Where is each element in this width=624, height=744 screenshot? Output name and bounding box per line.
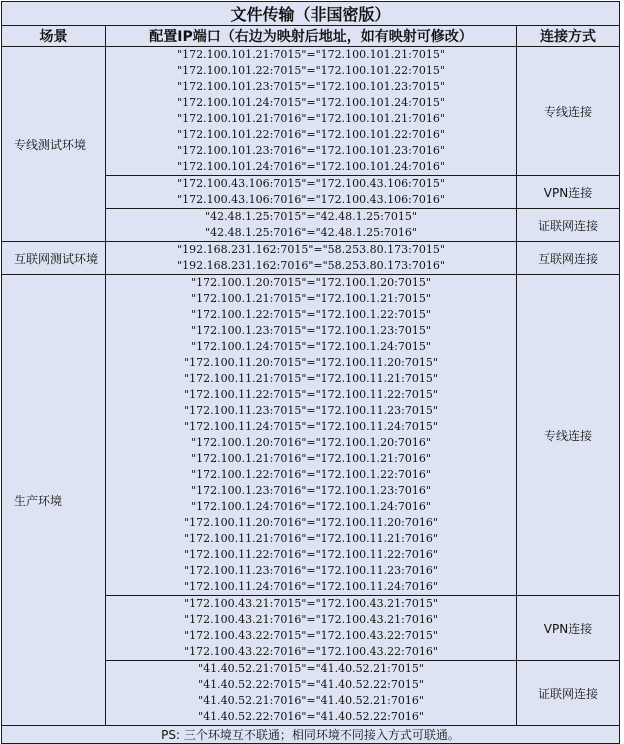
column-header-method: 连接方式 [517, 26, 620, 47]
mapping-line: "172.100.1.23:7016"="172.100.1.23:7016" [191, 484, 431, 497]
mapping-line: "42.48.1.25:7016"="42.48.1.25:7016" [205, 226, 417, 239]
mapping-line: "172.100.11.23:7015"="172.100.11.23:7015" [184, 404, 438, 417]
mapping-line: "172.100.43.106:7016"="172.100.43.106:7016" [177, 193, 445, 206]
mapping-line: "172.100.11.22:7016"="172.100.11.22:7016" [184, 548, 438, 561]
mapping-line: "172.100.43.22:7015"="172.100.43.22:7015" [184, 629, 438, 642]
mapping-line: "172.100.101.22:7016"="172.100.101.22:7016" [177, 128, 445, 141]
method-cell: VPN连接 [517, 176, 620, 209]
mapping-line: "172.100.1.20:7015"="172.100.1.20:7015" [191, 276, 431, 289]
table-row [2, 242, 620, 275]
mapping-line: "41.40.52.21:7015"="41.40.52.21:7015" [198, 662, 424, 675]
mapping-cell [106, 275, 517, 596]
mapping-line: "172.100.1.22:7016"="172.100.1.22:7016" [191, 468, 431, 481]
mapping-line: "172.100.11.23:7016"="172.100.11.23:7016" [184, 564, 438, 577]
footnote: PS: 三个环境互不联通；相同环境不同接入方式可联通。 [2, 726, 620, 744]
method-cell: 证联网连接 [517, 209, 620, 242]
mapping-line: "172.100.101.23:7016"="172.100.101.23:7016" [177, 144, 445, 157]
mapping-line: "172.100.1.20:7016"="172.100.1.20:7016" [191, 436, 431, 449]
mapping-cell [106, 242, 517, 275]
mapping-line: "172.100.101.22:7015"="172.100.101.22:7015" [177, 64, 445, 77]
mapping-line: "172.100.1.24:7016"="172.100.1.24:7016" [191, 500, 431, 513]
mapping-line: "42.48.1.25:7015"="42.48.1.25:7015" [205, 210, 417, 223]
method-cell: 专线连接 [517, 47, 620, 176]
mapping-line: "172.100.11.24:7015"="172.100.11.24:7015" [184, 420, 438, 433]
column-header-mapping: 配置IP端口（右边为映射后地址，如有映射可修改） [106, 26, 517, 47]
mapping-cell [106, 47, 517, 176]
mapping-line: "172.100.43.21:7015"="172.100.43.21:7015" [184, 597, 438, 610]
mapping-line: "172.100.101.24:7016"="172.100.101.24:7016" [177, 160, 445, 173]
method-cell: 专线连接 [517, 275, 620, 596]
scene-cell: 生产环境 [2, 275, 106, 726]
mapping-line: "172.100.43.22:7016"="172.100.43.22:7016" [184, 645, 438, 658]
mapping-line: "41.40.52.22:7016"="41.40.52.22:7016" [198, 710, 424, 723]
table-body [2, 47, 620, 726]
scene-cell: 专线测试环境 [2, 47, 106, 242]
mapping-line: "172.100.1.22:7015"="172.100.1.22:7015" [191, 308, 431, 321]
method-cell: 证联网连接 [517, 661, 620, 726]
mapping-cell [106, 661, 517, 726]
mapping-line: "172.100.101.21:7015"="172.100.101.21:7015" [177, 48, 445, 61]
table-row [2, 275, 620, 596]
mapping-line: "192.168.231.162:7016"="58.253.80.173:7016" [177, 259, 445, 272]
mapping-line: "172.100.11.21:7015"="172.100.11.21:7015" [184, 372, 438, 385]
mapping-line: "192.168.231.162:7015"="58.253.80.173:7015" [177, 243, 445, 256]
table-title: 文件传输（非国密版） [2, 2, 620, 26]
mapping-line: "172.100.43.21:7016"="172.100.43.21:7016" [184, 613, 438, 626]
table-row [2, 47, 620, 176]
mapping-line: "172.100.11.24:7016"="172.100.11.24:7016" [184, 580, 438, 593]
scene-cell: 互联网测试环境 [2, 242, 106, 275]
mapping-line: "172.100.11.21:7016"="172.100.11.21:7016" [184, 532, 438, 545]
method-cell: VPN连接 [517, 596, 620, 661]
mapping-line: "172.100.43.106:7015"="172.100.43.106:7015" [177, 177, 445, 190]
mapping-line: "41.40.52.21:7016"="41.40.52.21:7016" [198, 694, 424, 707]
mapping-cell [106, 209, 517, 242]
mapping-line: "41.40.52.22:7015"="41.40.52.22:7015" [198, 678, 424, 691]
file-transfer-table [1, 1, 620, 744]
mapping-line: "172.100.1.23:7015"="172.100.1.23:7015" [191, 324, 431, 337]
mapping-line: "172.100.1.21:7016"="172.100.1.21:7016" [191, 452, 431, 465]
mapping-cell [106, 176, 517, 209]
mapping-line: "172.100.11.20:7015"="172.100.11.20:7015" [184, 356, 438, 369]
mapping-line: "172.100.101.21:7016"="172.100.101.21:7016" [177, 112, 445, 125]
mapping-line: "172.100.11.20:7016"="172.100.11.20:7016" [184, 516, 438, 529]
mapping-line: "172.100.1.24:7015"="172.100.1.24:7015" [191, 340, 431, 353]
mapping-cell [106, 596, 517, 661]
mapping-line: "172.100.1.21:7015"="172.100.1.21:7015" [191, 292, 431, 305]
mapping-line: "172.100.11.22:7015"="172.100.11.22:7015" [184, 388, 438, 401]
column-header-scene: 场景 [2, 26, 106, 47]
spreadsheet [1, 1, 619, 744]
method-cell: 互联网连接 [517, 242, 620, 275]
mapping-line: "172.100.101.23:7015"="172.100.101.23:7015" [177, 80, 445, 93]
mapping-line: "172.100.101.24:7015"="172.100.101.24:7015" [177, 96, 445, 109]
